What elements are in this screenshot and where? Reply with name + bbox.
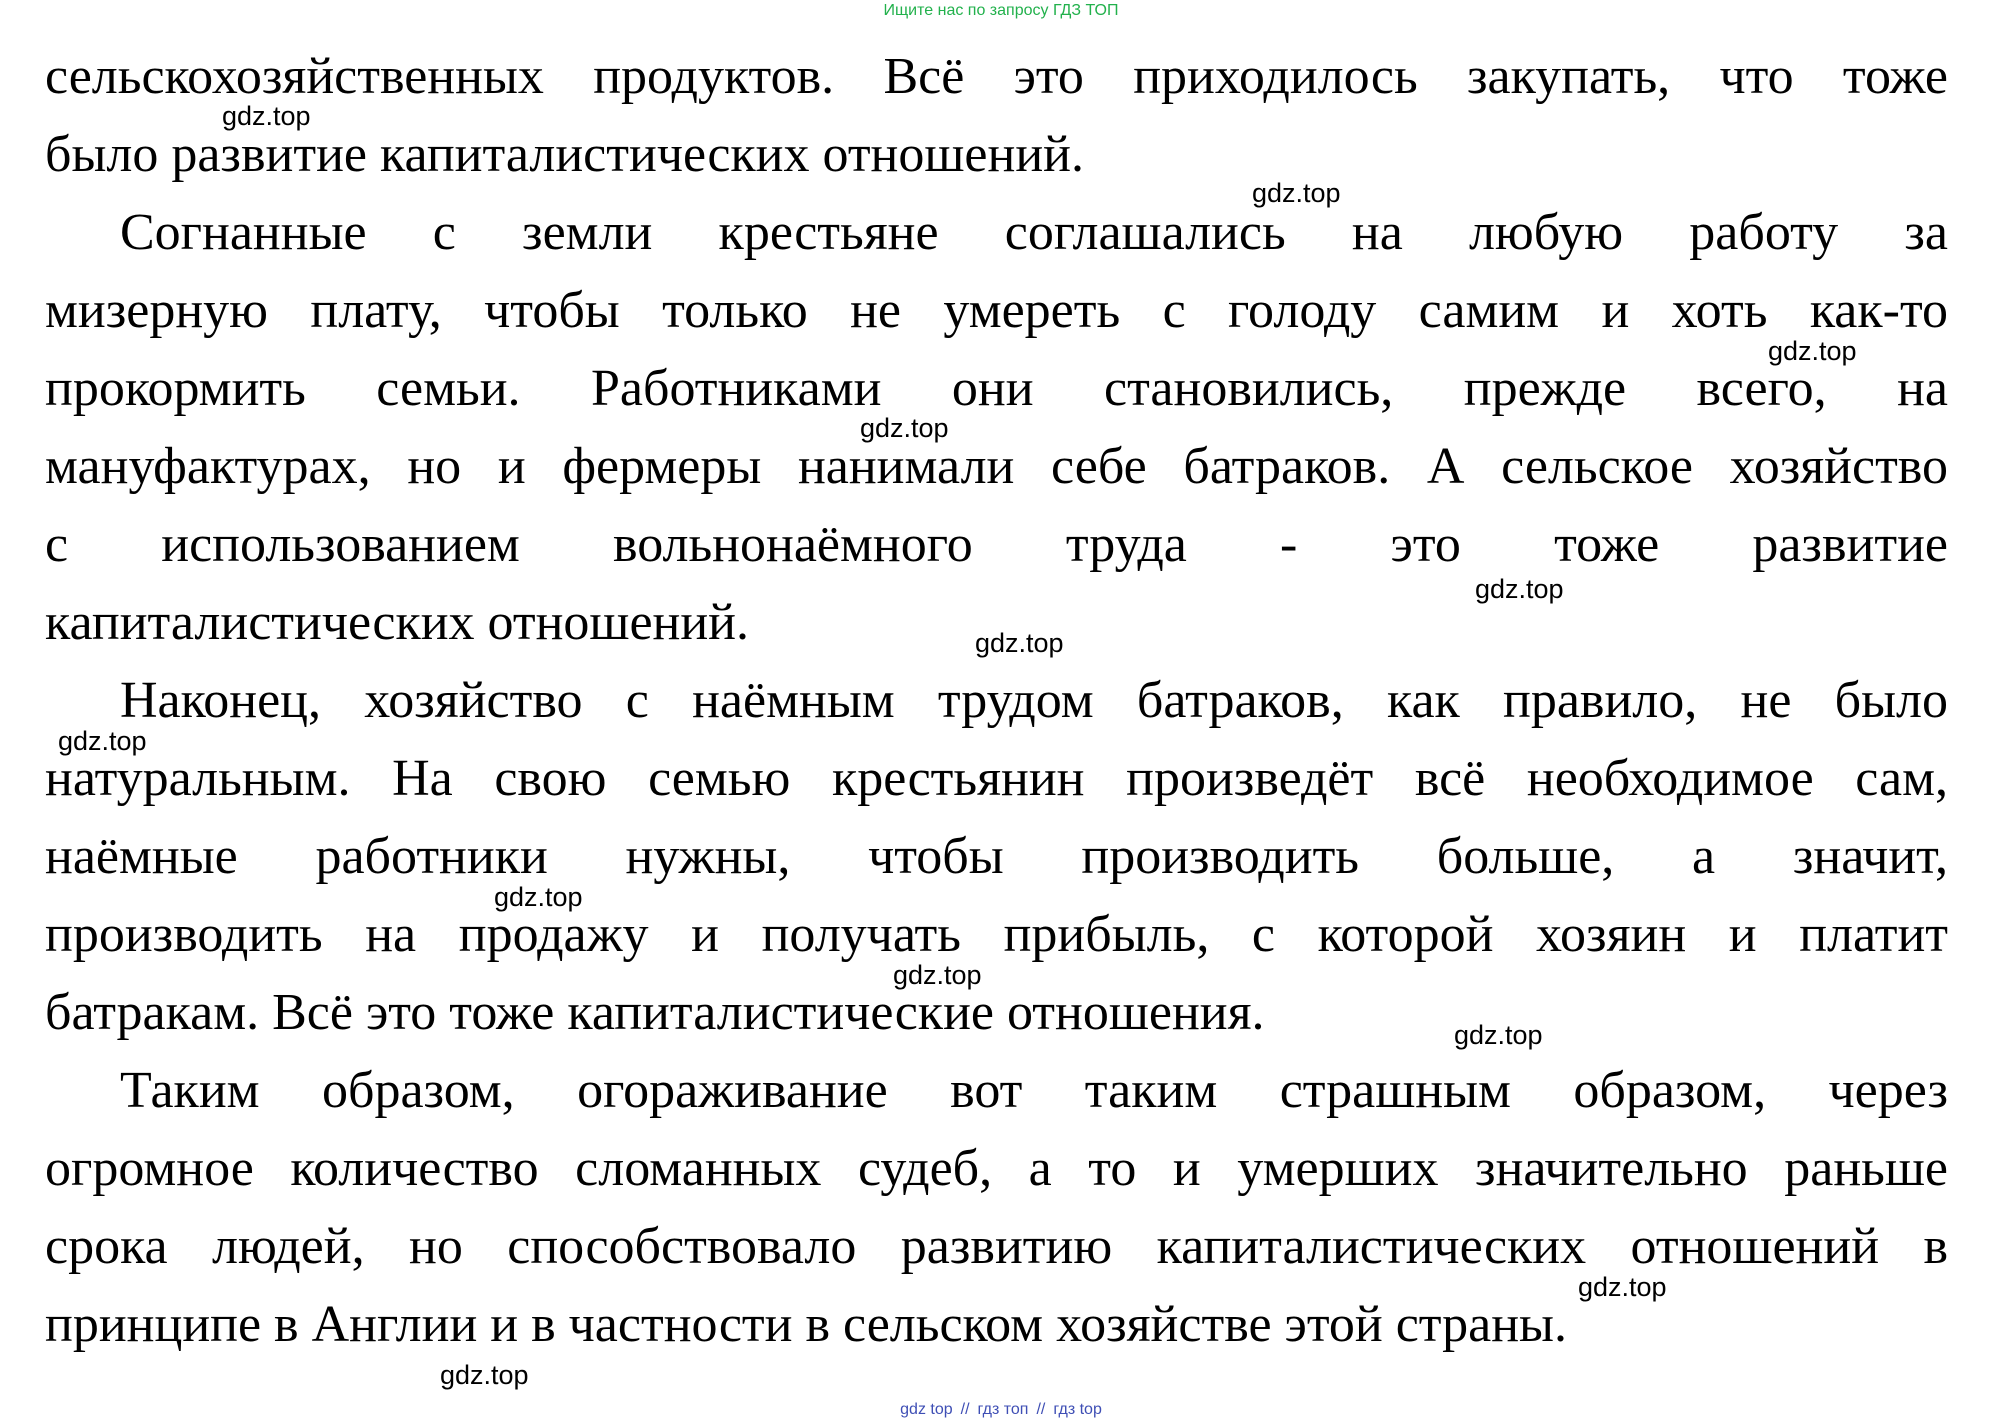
footer-link[interactable]: гдз top (1053, 1401, 1102, 1418)
watermark: gdz.top (1768, 336, 1857, 366)
text-line: прокормить семьи. Работниками они становились, прежде всего, на (45, 360, 1948, 417)
text-line: капиталистических отношений. (45, 594, 750, 651)
text-line: Наконец, хозяйство с наёмным трудом батраков, как правило, не было (120, 672, 1948, 729)
footer-separator: // (1036, 1401, 1046, 1418)
text-line: мануфактурах, но и фермеры нанимали себе батраков. А сельское хозяйство (45, 438, 1948, 495)
watermark: gdz.top (893, 960, 982, 990)
watermark: gdz.top (1252, 178, 1341, 208)
footer-links (0, 1400, 2002, 1420)
text-line: натуральным. На свою семью крестьянин произведёт всё необходимое сам, (45, 750, 1948, 807)
text-line: срока людей, но способствовало развитию капиталистических отношений в (45, 1218, 1948, 1275)
footer-link[interactable]: гдз топ (977, 1401, 1029, 1418)
text-line: мизерную плату, чтобы только не умереть с голоду самим и хоть как-то (45, 282, 1948, 339)
footer-separator: // (960, 1401, 970, 1418)
watermark: gdz.top (440, 1360, 529, 1390)
text-line: сельскохозяйственных продуктов. Всё это приходилось закупать, что тоже (45, 48, 1948, 105)
text-line: Согнанные с земли крестьяне соглашались на любую работу за (120, 204, 1948, 261)
text-line: батракам. Всё это тоже капиталистические отношения. (45, 984, 1265, 1041)
watermark: gdz.top (494, 882, 583, 912)
text-line: принципе в Англии и в частности в сельском хозяйстве этой страны. (45, 1296, 1567, 1353)
text-line: с использованием вольнонаёмного труда - это тоже развитие (45, 516, 1948, 573)
watermark: gdz.top (1454, 1020, 1543, 1050)
watermark: gdz.top (222, 101, 311, 131)
watermark: gdz.top (58, 726, 147, 756)
text-line: огромное количество сломанных судеб, а то и умерших значительно раньше (45, 1140, 1948, 1197)
text-line: наёмные работники нужны, чтобы производить больше, а значит, (45, 828, 1948, 885)
footer-link[interactable]: gdz top (900, 1401, 953, 1418)
watermark: gdz.top (1475, 574, 1564, 604)
text-line: производить на продажу и получать прибыль, с которой хозяин и платит (45, 906, 1948, 963)
header-banner[interactable]: Ищите нас по запросу ГДЗ ТОП (883, 2, 1119, 19)
watermark: gdz.top (860, 413, 949, 443)
watermark: gdz.top (975, 628, 1064, 658)
watermark: gdz.top (1578, 1272, 1667, 1302)
text-line: было развитие капиталистических отношений. (45, 126, 1084, 183)
text-line: Таким образом, огораживание вот таким страшным образом, через (120, 1062, 1948, 1119)
